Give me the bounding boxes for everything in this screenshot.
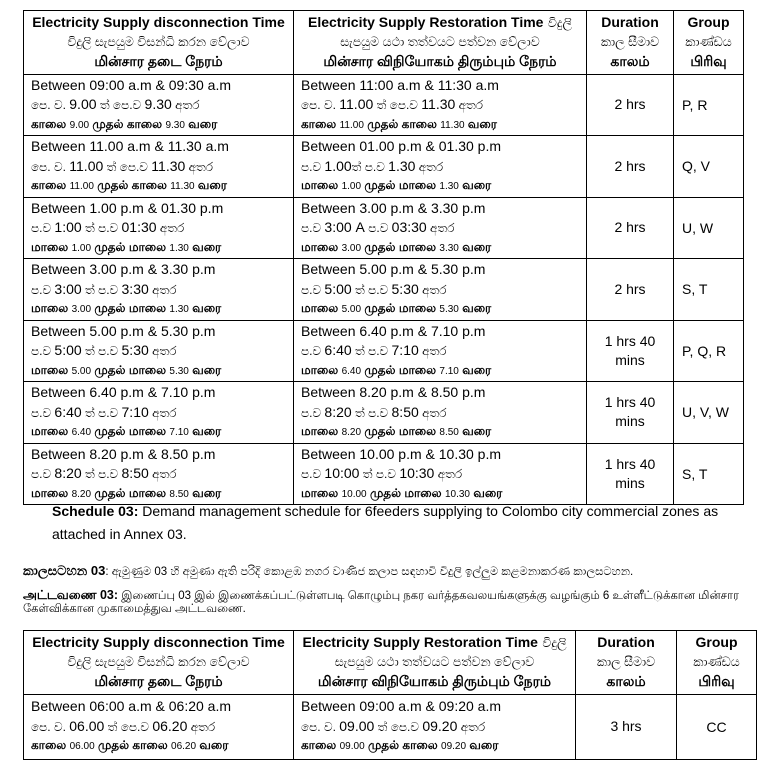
- header-si: කාල සීමාව: [600, 34, 660, 49]
- time-ta: காலை 06.00 முதல் காலை 06.20 வரை: [31, 738, 229, 753]
- restoration-time-cell: [294, 197, 587, 259]
- time-si: ප.ව 8:20 ත් ප.ව 8:50 අතර: [301, 403, 447, 420]
- table-header: [24, 11, 744, 75]
- restoration-time-cell: [294, 320, 587, 382]
- table-row: [24, 694, 757, 759]
- time-en: Between 8.20 p.m & 8.50 p.m: [31, 445, 216, 462]
- time-ta: மாலை 3.00 முதல் மாலை 1.30 வரை: [31, 301, 222, 315]
- time-si: ප.ව 3:00 ත් ප.ව 3:30 අතර: [31, 280, 177, 297]
- table-row: [24, 320, 744, 382]
- header-si: කාණ්ඩය: [693, 654, 740, 669]
- table-header: [24, 631, 757, 695]
- disconnection-time-cell: [24, 197, 294, 259]
- time-si: ප.ව 5:00 ත් ප.ව 5:30 අතර: [31, 342, 177, 358]
- header-ta: காலம்: [606, 673, 646, 689]
- header-ta: மின்சார விநியோகம் திரும்பும் நேரம்: [317, 673, 552, 689]
- disconnection-time-cell: [24, 136, 294, 198]
- header-group: [677, 631, 757, 695]
- header-si-inline: විදුලි: [542, 636, 567, 650]
- header-si: සැපයුම යථා තත්වයට පත්වන වේලාව: [334, 654, 535, 669]
- duration-cell: 1 hrs 40 mins: [587, 382, 674, 444]
- group-cell: S, T: [674, 443, 744, 505]
- schedule-03-si-text: : ඇමුණුම 03 හි අමුණා ඇති පරිදි කොළඹ නගර වාණිජ කලාප සඳහාවි විදුලි ඉල්ලුම කළමනාකරණ කාලසටහන.: [105, 566, 634, 578]
- time-ta: மாலை 6.40 முதல் மாலை 7.10 வரை: [301, 362, 492, 377]
- header-si-inline: විදුලි: [547, 16, 572, 30]
- header-en: Duration: [597, 634, 655, 650]
- schedule-03-sinhala: [23, 563, 763, 579]
- header-en: Group: [687, 14, 730, 30]
- table-row: [24, 259, 744, 321]
- time-ta: மாலை 8.20 முதல் மாலை 8.50 வரை: [301, 424, 492, 438]
- time-en: Between 5.00 p.m & 5.30 p.m: [31, 322, 216, 339]
- time-ta: காலை 11.00 முதல் காலை 11.30 வரை: [31, 178, 227, 192]
- time-si: ප.ව 6:40 ත් ප.ව 7:10 අතර: [301, 342, 447, 358]
- schedule-03-text: Demand management schedule for 6feeders supplying to Colombo city commercial zones as attached in Annex 03.: [52, 503, 719, 542]
- duration-cell: 2 hrs: [587, 74, 674, 136]
- header-en: Electricity Supply disconnection Time: [32, 634, 285, 650]
- table-row: [24, 382, 744, 444]
- restoration-time-cell: [294, 443, 587, 505]
- time-en: Between 09:00 a.m & 09:30 a.m: [31, 76, 232, 93]
- table-body: [24, 74, 744, 505]
- header-ta: காலம்: [610, 53, 650, 69]
- disconnection-time-cell: [24, 320, 294, 382]
- header-en: Duration: [601, 14, 659, 30]
- group-cell: U, W: [674, 197, 744, 259]
- header-group: [674, 11, 744, 75]
- time-en: Between 01.00 p.m & 01.30 p.m: [301, 138, 502, 154]
- restoration-time-cell: [294, 694, 576, 759]
- header-si: සැපයුම යථා තත්වයට පත්වන වේලාව: [340, 34, 540, 49]
- header-ta: பிரிவு: [690, 53, 727, 69]
- header-disconnection-time: [24, 11, 294, 75]
- group-cell: S, T: [674, 259, 744, 321]
- time-en: Between 1.00 p.m & 01.30 p.m: [31, 199, 224, 216]
- time-ta: காலை 09.00 முதல் காலை 09.20 வரை: [301, 738, 499, 753]
- time-ta: காலை 11.00 முதல் காலை 11.30 வரை: [301, 116, 497, 131]
- header-duration: [576, 631, 677, 695]
- schedule-03-description: [52, 500, 742, 546]
- time-si: ප.ව 8:20 ත් ප.ව 8:50 අතර: [31, 465, 177, 481]
- header-row: [24, 631, 757, 695]
- disconnection-time-cell: [24, 382, 294, 444]
- time-si: ප.ව 5:00 ත් ප.ව 5:30 අතර: [301, 280, 447, 297]
- time-en: Between 6.40 p.m & 7.10 p.m: [301, 322, 486, 339]
- table-row: [24, 197, 744, 259]
- duration-cell: 3 hrs: [576, 694, 677, 759]
- header-duration: [587, 11, 674, 75]
- time-ta: மாலை 1.00 முதல் மாலை 1.30 வரை: [31, 239, 222, 254]
- restoration-time-cell: [294, 259, 587, 321]
- restoration-time-cell: [294, 74, 587, 136]
- time-en: Between 3.00 p.m & 3.30 p.m: [301, 199, 486, 216]
- time-si: පෙ. ව. 11.00 ත් පෙ.ව 11.30 අතර: [31, 157, 213, 174]
- time-en: Between 8.20 p.m & 8.50 p.m: [301, 384, 486, 400]
- schedule-table-1: [23, 10, 744, 505]
- header-en: Electricity Supply Restoration Time: [302, 634, 538, 650]
- time-ta: மாலை 5.00 முதல் மாலை 5.30 வரை: [31, 362, 222, 377]
- time-si: ප.ව 1.00ත් ප.ව 1.30 අතර: [301, 157, 444, 174]
- time-si: ප.ව 10:00 ත් ප.ව 10:30 අතර: [301, 465, 463, 481]
- duration-cell: 2 hrs: [587, 197, 674, 259]
- time-si: ප.ව 6:40 ත් ප.ව 7:10 අතර: [31, 403, 177, 420]
- header-si: විදුලි සැපයුම විසන්ධි කරන වේලාව: [67, 654, 250, 669]
- time-en: Between 6.40 p.m & 7.10 p.m: [31, 384, 216, 400]
- header-restoration-time: [294, 11, 587, 75]
- header-ta: மின்சார தடை நேரம்: [94, 673, 223, 689]
- time-si: පෙ. ව. 9.00 ත් පෙ.ව 9.30 අතර: [31, 96, 200, 112]
- header-en: Group: [695, 634, 738, 650]
- time-en: Between 10.00 p.m & 10.30 p.m: [301, 445, 502, 462]
- header-ta: மின்சார விநியோகம் திரும்பும் நேரம்: [323, 53, 557, 69]
- disconnection-time-cell: [24, 74, 294, 136]
- time-en: Between 06:00 a.m & 06:20 a.m: [31, 698, 232, 715]
- header-si: කාල සීමාව: [596, 654, 656, 669]
- schedule-03-tamil: [23, 589, 763, 616]
- time-ta: மாலை 1.00 முதல் மாலை 1.30 வரை: [301, 178, 492, 192]
- restoration-time-cell: [294, 136, 587, 198]
- duration-cell: 2 hrs: [587, 259, 674, 321]
- table-body: [24, 694, 757, 759]
- duration-cell: 2 hrs: [587, 136, 674, 198]
- header-ta: பிரிவு: [698, 673, 735, 689]
- time-ta: மாலை 6.40 முதல் மாலை 7.10 வரை: [31, 424, 222, 438]
- table-row: [24, 443, 744, 505]
- schedule-03-label: Schedule 03:: [52, 503, 139, 519]
- group-cell: P, Q, R: [674, 320, 744, 382]
- time-en: Between 09:00 a.m & 09:20 a.m: [301, 698, 502, 715]
- time-si: ප.ව 3:00 A ප.ව 03:30 අතර: [301, 219, 455, 235]
- time-ta: மாலை 5.00 முதல் மாலை 5.30 வரை: [301, 301, 492, 315]
- schedule-03-si-label: කාලසටහන 03: [23, 563, 106, 578]
- time-en: Between 3.00 p.m & 3.30 p.m: [31, 261, 216, 277]
- disconnection-time-cell: [24, 259, 294, 321]
- group-cell: Q, V: [674, 136, 744, 198]
- header-row: [24, 11, 744, 75]
- table-row: [24, 136, 744, 198]
- time-en: Between 5.00 p.m & 5.30 p.m: [301, 261, 486, 277]
- time-si: ප.ව 1:00 ත් ප.ව 01:30 අතර: [31, 219, 185, 235]
- duration-cell: 1 hrs 40 mins: [587, 443, 674, 505]
- time-si: පෙ. ව. 09.00 ත් පෙ.ව 09.20 අතර: [301, 717, 486, 734]
- restoration-time-cell: [294, 382, 587, 444]
- group-cell: P, R: [674, 74, 744, 136]
- time-en: Between 11:00 a.m & 11:30 a.m: [301, 76, 499, 93]
- header-si: විදුලි සැපයුම විසන්ධි කරන වේලාව: [67, 34, 250, 49]
- group-cell: U, V, W: [674, 382, 744, 444]
- header-disconnection-time: [24, 631, 294, 695]
- disconnection-time-cell: [24, 443, 294, 505]
- time-ta: மாலை 10.00 முதல் மாலை 10.30 வரை: [301, 485, 503, 500]
- time-si: පෙ. ව. 11.00 ත් පෙ.ව 11.30 අතර: [301, 96, 483, 112]
- time-si: පෙ. ව. 06.00 ත් පෙ.ව 06.20 අතර: [31, 717, 216, 734]
- duration-cell: 1 hrs 40 mins: [587, 320, 674, 382]
- header-en: Electricity Supply disconnection Time: [32, 14, 285, 30]
- header-si: කාණ්ඩය: [685, 34, 732, 49]
- time-ta: மாலை 8.20 முதல் மாலை 8.50 வரை: [31, 485, 222, 500]
- header-en: Electricity Supply Restoration Time: [307, 14, 544, 30]
- schedule-03-ta-text: இணைப்பு 03 இல் இணைக்கப்பட்டுள்ளபடி கொழும்பு நகர வர்த்தகவலயங்களுக்கு வழங்கும் 6 உள்ளீட்டுக்கான மின்சார கேள்விக்கான முகாமைத்துவ அட்டவணை.: [23, 590, 739, 615]
- time-en: Between 11.00 a.m & 11.30 a.m: [31, 138, 229, 154]
- schedule-table-2: [23, 630, 757, 760]
- table-row: [24, 74, 744, 136]
- time-ta: மாலை 3.00 முதல் மாலை 3.30 வரை: [301, 239, 492, 254]
- time-ta: காலை 9.00 முதல் காலை 9.30 வரை: [31, 116, 218, 131]
- disconnection-time-cell: [24, 694, 294, 759]
- header-restoration-time: [294, 631, 576, 695]
- header-ta: மின்சார தடை நேரம்: [94, 53, 223, 69]
- group-cell: CC: [677, 694, 757, 759]
- schedule-03-ta-label: அட்டவணை 03:: [23, 588, 119, 602]
